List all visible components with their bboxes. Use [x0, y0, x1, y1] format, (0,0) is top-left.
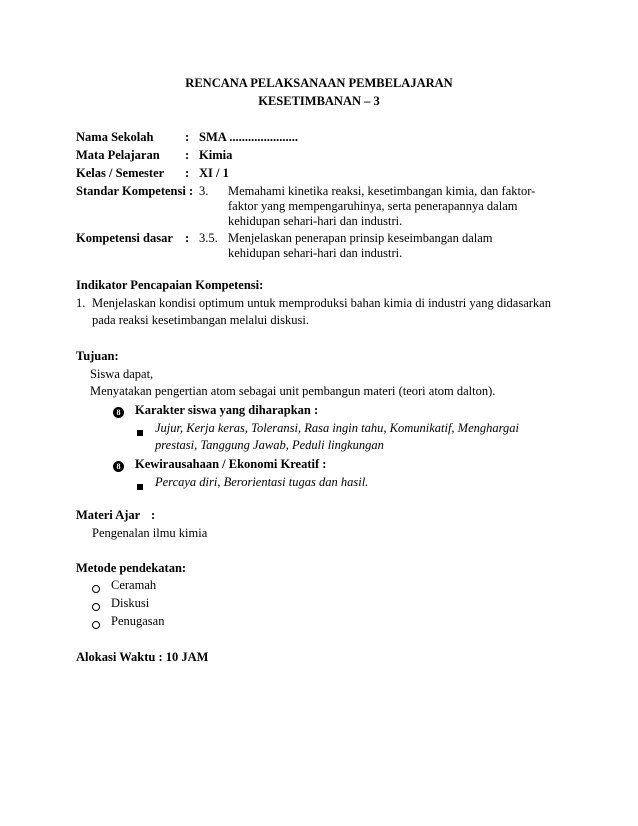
colon: : — [185, 231, 190, 245]
materi-colon: : — [151, 508, 156, 522]
kd-number: 3.5. — [199, 231, 218, 245]
circled-bullet-icon: 8 — [113, 404, 124, 419]
kd-text-line2: kehidupan sehari-hari dan industri. — [228, 246, 403, 260]
metode-item: Ceramah — [111, 578, 157, 592]
label-kelas-semester: Kelas / Semester — [76, 166, 165, 180]
square-bullet-icon — [137, 479, 143, 494]
label-standar-kompetensi: Standar Kompetensi : — [76, 184, 194, 198]
label-kompetensi-dasar: Kompetensi dasar — [76, 231, 173, 245]
sk-number: 3. — [199, 184, 209, 198]
kewirausahaan-title: Kewirausahaan / Ekonomi Kreatif : — [135, 457, 327, 471]
metode-heading: Metode pendekatan: — [76, 561, 187, 575]
square-bullet-icon — [137, 425, 143, 440]
tujuan-line2: Menyatakan pengertian atom sebagai unit pembangun materi (teori atom dalton). — [90, 384, 496, 398]
metode-item: Penugasan — [111, 614, 165, 628]
colon: : — [185, 166, 190, 180]
karakter-line1: Jujur, Kerja keras, Toleransi, Rasa ingin tahu, Komunikatif, Menghargai — [155, 421, 520, 435]
indikator-number: 1. — [76, 296, 86, 310]
value-mata-pelajaran: Kimia — [199, 148, 233, 162]
kewirausahaan-line1: Percaya diri, Berorientasi tugas dan hasil. — [155, 475, 369, 489]
label-nama-sekolah: Nama Sekolah — [76, 130, 154, 144]
colon: : — [185, 148, 190, 162]
materi-content: Pengenalan ilmu kimia — [92, 526, 208, 540]
sk-text-line1: Memahami kinetika reaksi, kesetimbangan kimia, dan faktor- — [228, 184, 536, 198]
materi-heading: Materi Ajar — [76, 508, 141, 522]
indikator-text-line1: Menjelaskan kondisi optimum untuk memproduksi bahan kimia di industri yang didasarkan — [92, 296, 551, 310]
kd-text-line1: Menjelaskan penerapan prinsip keseimbangan dalam — [228, 231, 493, 245]
value-kelas-semester: XI / 1 — [199, 166, 229, 180]
ring-bullet-icon — [92, 618, 100, 633]
circled-bullet-icon: 8 — [113, 458, 124, 473]
document-title: RENCANA PELAKSANAAN PEMBELAJARAN — [185, 76, 453, 90]
karakter-line2: prestasi, Tanggung Jawab, Peduli lingkungan — [155, 438, 384, 452]
sk-text-line3: kehidupan sehari-hari dan industri. — [228, 214, 403, 228]
karakter-title: Karakter siswa yang diharapkan : — [135, 403, 319, 417]
indikator-heading: Indikator Pencapaian Kompetensi: — [76, 278, 264, 292]
ring-bullet-icon — [92, 600, 100, 615]
tujuan-line1: Siswa dapat, — [90, 367, 154, 381]
alokasi-waktu: Alokasi Waktu : 10 JAM — [76, 650, 209, 664]
value-nama-sekolah: SMA ...................... — [199, 130, 298, 144]
ring-bullet-icon — [92, 582, 100, 597]
sk-text-line2: faktor yang mempengaruhinya, serta penerapannya dalam — [228, 199, 518, 213]
tujuan-heading: Tujuan: — [76, 349, 119, 363]
document-subtitle: KESETIMBANAN – 3 — [258, 94, 380, 108]
colon: : — [185, 130, 190, 144]
metode-item: Diskusi — [111, 596, 150, 610]
indikator-text-line2: pada reaksi kesetimbangan melalui diskusi. — [92, 313, 309, 327]
label-mata-pelajaran: Mata Pelajaran — [76, 148, 160, 162]
